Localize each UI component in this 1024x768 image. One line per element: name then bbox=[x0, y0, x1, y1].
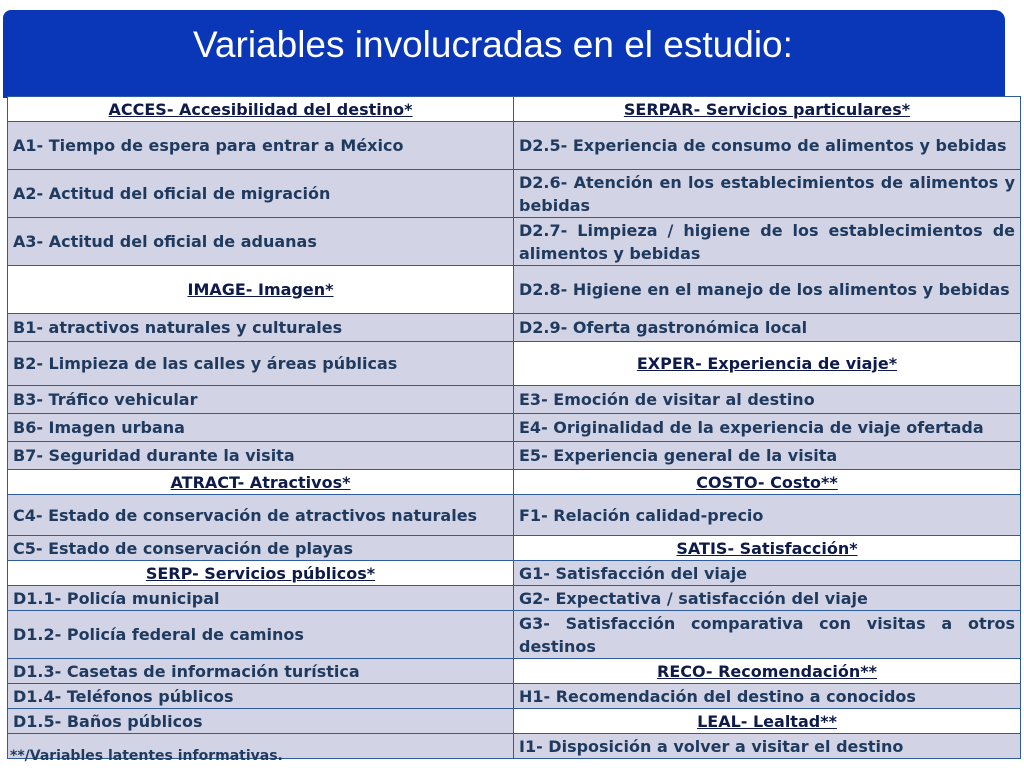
variable-cell: D1.2- Policía federal de caminos bbox=[8, 611, 514, 659]
variable-cell: E5- Experiencia general de la visita bbox=[514, 442, 1021, 470]
variable-cell: D1.1- Policía municipal bbox=[8, 586, 514, 611]
variable-cell: B7- Seguridad durante la visita bbox=[8, 442, 514, 470]
variable-cell: D2.7- Limpieza / higiene de los establecimientos de alimentos y bebidas bbox=[514, 218, 1021, 266]
variables-table bbox=[7, 96, 1021, 759]
table-row bbox=[8, 97, 1021, 122]
title-bar bbox=[3, 10, 1005, 98]
table-row bbox=[8, 442, 1021, 470]
variable-cell: D1.4- Teléfonos públicos bbox=[8, 684, 514, 709]
variable-cell: D2.5- Experiencia de consumo de alimentos y bebidas bbox=[514, 122, 1021, 170]
variable-cell: H1- Recomendación del destino a conocidos bbox=[514, 684, 1021, 709]
variable-cell: A3- Actitud del oficial de aduanas bbox=[8, 218, 514, 266]
table-row bbox=[8, 659, 1021, 684]
table-row bbox=[8, 122, 1021, 170]
table-row bbox=[8, 586, 1021, 611]
variable-cell: D1.3- Casetas de información turística bbox=[8, 659, 514, 684]
variable-cell: G2- Expectativa / satisfacción del viaje bbox=[514, 586, 1021, 611]
variable-cell: D2.9- Oferta gastronómica local bbox=[514, 314, 1021, 342]
variable-cell: E3- Emoción de visitar al destino bbox=[514, 386, 1021, 414]
variable-cell: D1.5- Baños públicos bbox=[8, 709, 514, 734]
variable-cell: E4- Originalidad de la experiencia de viaje ofertada bbox=[514, 414, 1021, 442]
variable-cell: F1- Relación calidad-precio bbox=[514, 495, 1021, 536]
table-row bbox=[8, 342, 1021, 386]
variable-cell: G1- Satisfacción del viaje bbox=[514, 561, 1021, 586]
slide-title: Variables involucradas en el estudio: bbox=[193, 24, 793, 65]
category-header-cell: EXPER- Experiencia de viaje* bbox=[514, 342, 1021, 386]
category-header-cell: SATIS- Satisfacción* bbox=[514, 536, 1021, 561]
variable-cell: D2.8- Higiene en el manejo de los alimentos y bebidas bbox=[514, 266, 1021, 314]
table-body bbox=[8, 97, 1021, 759]
variable-cell: B6- Imagen urbana bbox=[8, 414, 514, 442]
variable-cell: C4- Estado de conservación de atractivos naturales bbox=[8, 495, 514, 536]
table-row bbox=[8, 386, 1021, 414]
variable-cell: G3- Satisfacción comparativa con visitas a otros destinos bbox=[514, 611, 1021, 659]
table-row bbox=[8, 611, 1021, 659]
category-header-cell: ATRACT- Atractivos* bbox=[8, 470, 514, 495]
table-row bbox=[8, 218, 1021, 266]
category-header-cell: IMAGE- Imagen* bbox=[8, 266, 514, 314]
table-row bbox=[8, 266, 1021, 314]
category-header-cell: SERPAR- Servicios particulares* bbox=[514, 97, 1021, 122]
table-row bbox=[8, 561, 1021, 586]
category-header-cell: RECO- Recomendación** bbox=[514, 659, 1021, 684]
table-row bbox=[8, 709, 1021, 734]
category-header-cell: ACCES- Accesibilidad del destino* bbox=[8, 97, 514, 122]
variable-cell: A1- Tiempo de espera para entrar a México bbox=[8, 122, 514, 170]
table-row bbox=[8, 314, 1021, 342]
variable-cell: I1- Disposición a volver a visitar el destino bbox=[514, 734, 1021, 759]
footnote: **/Variables latentes informativas. bbox=[10, 748, 283, 764]
table-row bbox=[8, 495, 1021, 536]
table-row bbox=[8, 684, 1021, 709]
table-row bbox=[8, 470, 1021, 495]
variable-cell: D2.6- Atención en los establecimientos de alimentos y bebidas bbox=[514, 170, 1021, 218]
variable-cell: B1- atractivos naturales y culturales bbox=[8, 314, 514, 342]
table-row bbox=[8, 170, 1021, 218]
variable-cell: B3- Tráfico vehicular bbox=[8, 386, 514, 414]
variable-cell: C5- Estado de conservación de playas bbox=[8, 536, 514, 561]
variable-cell: B2- Limpieza de las calles y áreas públicas bbox=[8, 342, 514, 386]
variable-cell: A2- Actitud del oficial de migración bbox=[8, 170, 514, 218]
category-header-cell: COSTO- Costo** bbox=[514, 470, 1021, 495]
category-header-cell: SERP- Servicios públicos* bbox=[8, 561, 514, 586]
category-header-cell: LEAL- Lealtad** bbox=[514, 709, 1021, 734]
table-row bbox=[8, 536, 1021, 561]
table-row bbox=[8, 414, 1021, 442]
